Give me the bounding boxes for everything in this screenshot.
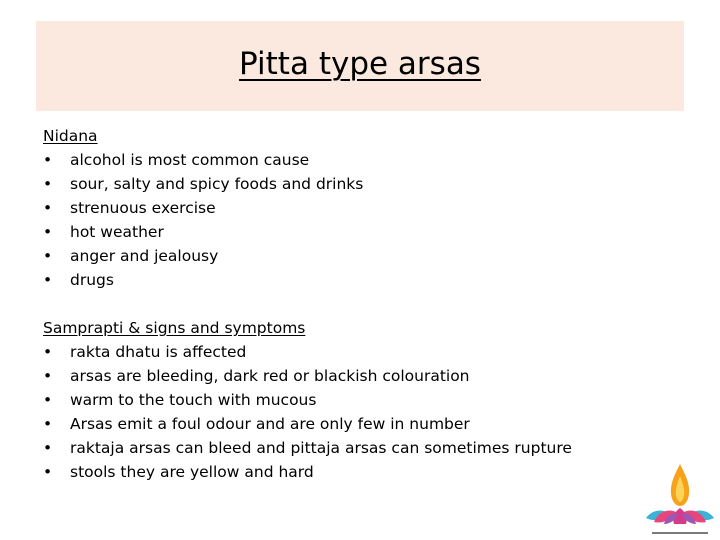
bullet: • xyxy=(43,391,53,409)
title-banner xyxy=(36,21,684,111)
list-item: • drugs xyxy=(43,268,663,292)
bullet: • xyxy=(43,175,53,193)
bullet: • xyxy=(43,247,53,265)
list-item: • sour, salty and spicy foods and drinks xyxy=(43,172,663,196)
bullet: • xyxy=(43,439,53,457)
list-item: • Arsas emit a foul odour and are only few in number xyxy=(43,412,663,436)
list-item: • alcohol is most common cause xyxy=(43,148,663,172)
list-item: • strenuous exercise xyxy=(43,196,663,220)
bullet: • xyxy=(43,343,53,361)
bullet: • xyxy=(43,199,53,217)
bullet: • xyxy=(43,151,53,169)
list-item: • anger and jealousy xyxy=(43,244,663,268)
bullet: • xyxy=(43,463,53,481)
slide-content xyxy=(43,124,663,484)
list-item: • rakta dhatu is affected xyxy=(43,340,663,364)
diya-lamp-icon xyxy=(640,462,720,540)
list-item: • warm to the touch with mucous xyxy=(43,388,663,412)
bullet: • xyxy=(43,223,53,241)
list-item: • arsas are bleeding, dark red or blackish colouration xyxy=(43,364,663,388)
bullet: • xyxy=(43,367,53,385)
logo-base-line xyxy=(652,532,708,534)
list-item: • raktaja arsas can bleed and pittaja arsas can sometimes rupture xyxy=(43,436,663,460)
section-spacer xyxy=(43,292,663,316)
bullet: • xyxy=(43,415,53,433)
page-title: Pitta type arsas xyxy=(239,46,481,82)
list-item: • hot weather xyxy=(43,220,663,244)
samprapti-list xyxy=(43,340,663,484)
section-heading-nidana: Nidana xyxy=(43,127,98,145)
nidana-list xyxy=(43,148,663,292)
list-item: • stools they are yellow and hard xyxy=(43,460,663,484)
bullet: • xyxy=(43,271,53,289)
section-heading-samprapti: Samprapti & signs and symptoms xyxy=(43,319,306,337)
